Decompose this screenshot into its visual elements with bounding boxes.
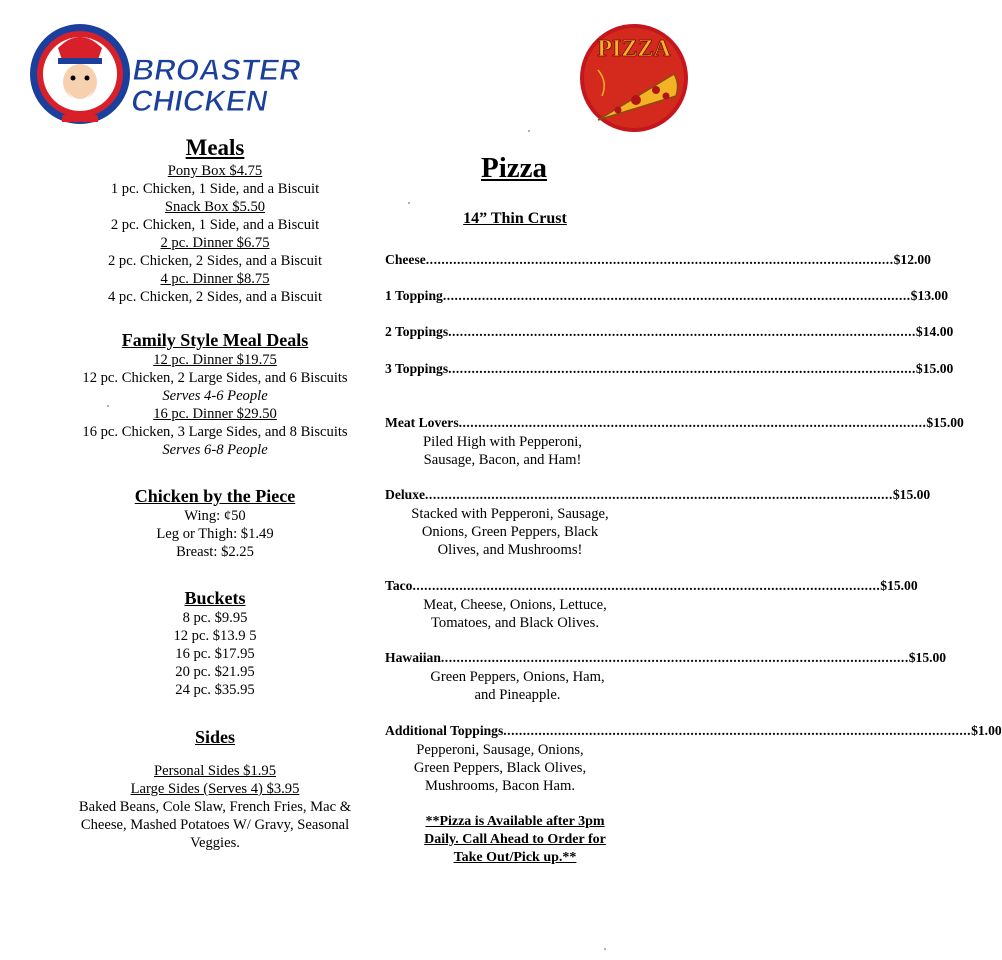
logo-text-broaster: BROASTER [129, 54, 304, 87]
menu-line: Leg or Thigh: $1.49 [156, 526, 274, 542]
pizza-item-price: $15.00 [908, 650, 947, 665]
note-line: Daily. Call Ahead to Order for [424, 832, 606, 847]
pizza-item-price: $12.00 [893, 252, 931, 267]
menu-line: 12 pc. $13.9 5 [173, 628, 257, 644]
pizza-item-description [400, 596, 630, 632]
pizza-item-name: Additional Toppings [385, 723, 504, 738]
leader-dots [503, 723, 971, 739]
note-line: **Pizza is Available after 3pm [425, 814, 605, 829]
description-line: Piled High with Pepperoni, [423, 434, 582, 450]
pizza-item-description [410, 668, 625, 704]
buckets-section [60, 587, 370, 699]
menu-line: Serves 6-8 People [162, 442, 268, 458]
pizza-item-row [385, 487, 931, 503]
description-line: Mushrooms, Bacon Ham. [425, 778, 575, 794]
pizza-item-price: $15.00 [880, 578, 918, 593]
menu-line: 20 pc. $21.95 [175, 664, 255, 680]
piece-section [60, 485, 370, 561]
description-line: Tomatoes, and Black Olives. [431, 615, 599, 631]
menu-line: Serves 4-6 People [162, 388, 268, 404]
leader-dots [443, 288, 911, 304]
menu-line: 24 pc. $35.95 [175, 682, 255, 698]
menu-line: 2 pc. Dinner $6.75 [160, 235, 270, 251]
pizza-badge-logo [578, 22, 690, 134]
menu-line: 12 pc. Chicken, 2 Large Sides, and 6 Biscuits [82, 370, 348, 386]
family-section [60, 329, 370, 459]
family-heading: Family Style Meal Deals [121, 330, 309, 350]
description-line: Green Peppers, Onions, Ham, [430, 669, 605, 685]
pizza-item-name: 1 Topping [385, 288, 443, 303]
pizza-availability-note [400, 813, 630, 867]
pizza-heading: Pizza [480, 152, 547, 184]
sides-section [60, 726, 370, 852]
pizza-item-row [385, 650, 947, 666]
scan-speck [107, 405, 109, 407]
pizza-item-row [385, 723, 1002, 739]
scan-speck [604, 948, 606, 950]
pizza-item-price: $15.00 [926, 415, 964, 430]
pizza-badge-text: PIZZA [597, 36, 671, 62]
note-line: Take Out/Pick up.** [453, 850, 577, 865]
crust-subheading: 14” Thin Crust [463, 210, 567, 227]
menu-line: Large Sides (Serves 4) $3.95 [130, 781, 300, 797]
broaster-chicken-logo [18, 18, 304, 128]
menu-line: 2 pc. Chicken, 1 Side, and a Biscuit [110, 217, 320, 233]
pizza-item-name: Deluxe [385, 487, 426, 502]
menu-line: Snack Box $5.50 [164, 199, 266, 215]
pizza-item-description [395, 741, 605, 795]
pizza-item-name: Meat Lovers [385, 415, 459, 430]
description-line: and Pineapple. [474, 687, 561, 703]
description-line: Pepperoni, Sausage, Onions, [416, 742, 584, 758]
menu-line: Personal Sides $1.95 [153, 763, 277, 779]
description-line: Sausage, Bacon, and Ham! [423, 452, 582, 468]
description-line: Green Peppers, Black Olives, [413, 760, 587, 776]
leader-dots [448, 361, 916, 377]
menu-line: Veggies. [190, 835, 240, 851]
pizza-item-name: Hawaiian [385, 650, 441, 665]
piece-heading: Chicken by the Piece [134, 486, 296, 506]
leader-dots [426, 252, 894, 268]
menu-line: Cheese, Mashed Potatoes W/ Gravy, Seasonal [80, 817, 350, 833]
pizza-item-name: 3 Toppings [385, 361, 449, 376]
pizza-item-row [385, 578, 918, 594]
menu-line: 16 pc. $17.95 [175, 646, 255, 662]
sides-heading: Sides [194, 727, 236, 747]
leader-dots [448, 324, 916, 340]
description-line: Olives, and Mushrooms! [437, 542, 583, 558]
leader-dots [412, 578, 880, 594]
description-line: Onions, Green Peppers, Black [421, 524, 599, 540]
pizza-item-row [385, 324, 954, 340]
leader-dots [459, 415, 927, 431]
description-line: Stacked with Pepperoni, Sausage, [411, 506, 609, 522]
pizza-item-name: Cheese [385, 252, 426, 267]
menu-line: 16 pc. Dinner $29.50 [153, 406, 277, 422]
menu-line: 12 pc. Dinner $19.75 [153, 352, 277, 368]
pizza-item-name: Taco [385, 578, 413, 593]
menu-line: 1 pc. Chicken, 1 Side, and a Biscuit [110, 181, 320, 197]
menu-line: Pony Box $4.75 [167, 163, 263, 179]
meals-section [60, 134, 370, 306]
menu-line: Wing: ¢50 [184, 508, 246, 524]
buckets-heading: Buckets [184, 588, 246, 608]
leader-dots [441, 650, 909, 666]
pizza-item-price: $15.00 [892, 487, 931, 502]
scan-speck [408, 202, 410, 204]
pizza-item-price: $14.00 [915, 324, 954, 339]
scan-speck [528, 130, 530, 132]
menu-line: 16 pc. Chicken, 3 Large Sides, and 8 Biscuits [82, 424, 348, 440]
logo-text-chicken: CHICKEN [128, 85, 271, 118]
pizza-item-description [390, 505, 630, 559]
pizza-item-price: $13.00 [910, 288, 949, 303]
leader-dots [425, 487, 893, 503]
pizza-item-row [385, 252, 931, 268]
pizza-item-row [385, 288, 949, 304]
meals-heading: Meals [185, 135, 245, 160]
menu-line: Breast: $2.25 [176, 544, 254, 560]
description-line: Meat, Cheese, Onions, Lettuce, [423, 597, 607, 613]
pizza-item-row [385, 361, 954, 377]
pizza-item-row [385, 415, 964, 431]
menu-line: 8 pc. $9.95 [182, 610, 248, 626]
menu-line: 4 pc. Dinner $8.75 [160, 271, 270, 287]
menu-line: 4 pc. Chicken, 2 Sides, and a Biscuit [107, 289, 322, 305]
pizza-item-price: $15.00 [915, 361, 954, 376]
pizza-item-price: $1.00 [971, 723, 1002, 738]
menu-line: 2 pc. Chicken, 2 Sides, and a Biscuit [107, 253, 322, 269]
menu-line: Baked Beans, Cole Slaw, French Fries, Mac & [78, 799, 352, 815]
pizza-item-name: 2 Toppings [385, 324, 449, 339]
pizza-item-description [400, 433, 605, 469]
